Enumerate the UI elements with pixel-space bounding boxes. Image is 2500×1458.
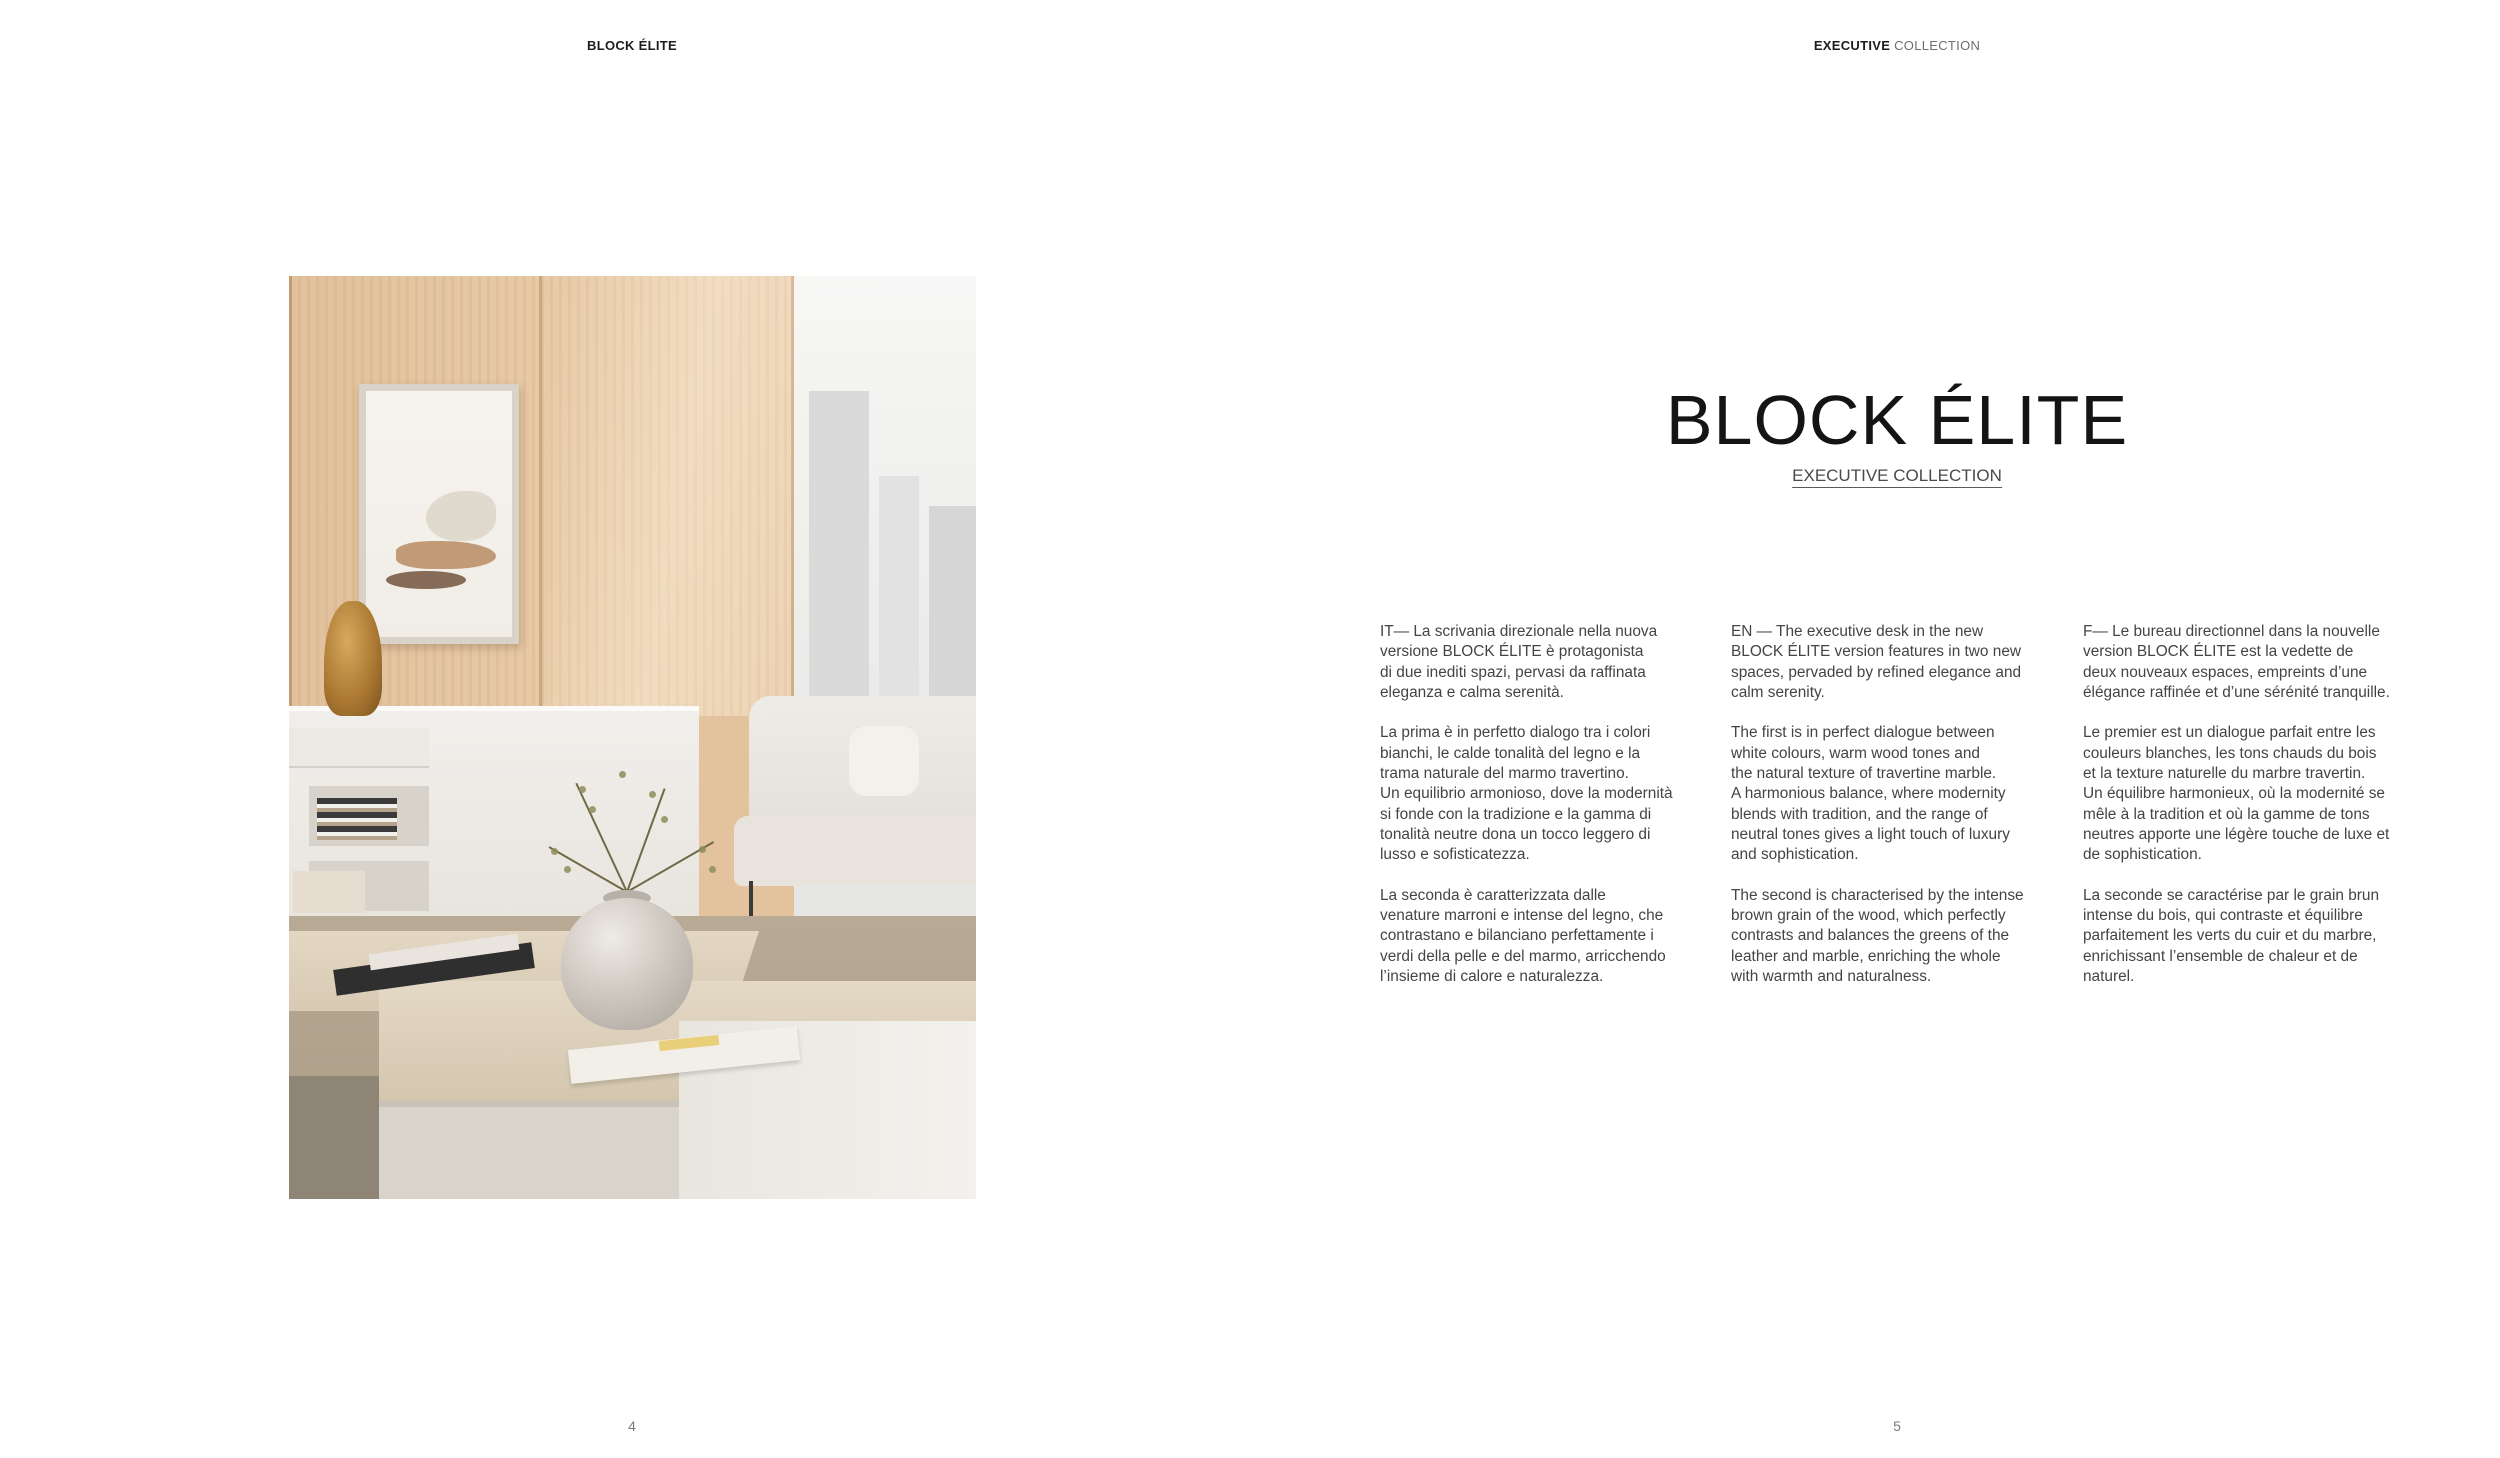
- header-strong: EXECUTIVE: [1813, 38, 1891, 53]
- paragraph: La prima è in perfetto dialogo tra i colori bianchi, le calde tonalità del legno e la trama naturale del marmo travertino. Un equilibrio armonioso, dove la modernità si fonde con la tradizione e la gamma di tonalità neutre dona un tocco leggero di lusso e sofisticatezza.: [1380, 724, 1673, 864]
- sofa-cushion: [849, 726, 919, 796]
- paragraph: EN — The executive desk in the new BLOCK ÉLITE version features in two new spaces, pervaded by refined elegance and calm serenity.: [1731, 623, 2022, 701]
- amber-vase: [324, 601, 382, 716]
- column-english: [1731, 622, 2051, 1008]
- stacked-books: [317, 798, 397, 840]
- paragraph: La seconda è caratterizzata dalle venature marroni e intense del legno, che contrastano e bilanciano perfettamente i verdi della pelle e del marmo, arricchendo l’insieme di calore e naturalezza.: [1380, 886, 1666, 986]
- storage-box: [293, 871, 365, 913]
- page-title: BLOCK ÉLITE: [1665, 381, 2129, 459]
- paragraph: La seconde se caractérise par le grain brun intense du bois, qui contraste et équilibre parfaitement les verts du cuir et du marbre, enrichissant l’ensemble de chaleur et de naturel.: [2083, 886, 2380, 986]
- paragraph: Le premier est un dialogue parfait entre les couleurs blanches, les tons chauds du bois et la texture naturelle du marbre travertin. Un équilibre harmonieux, où la modernité se mêle à la tradition et où la gamme de tons neutres apporte une légère touche de luxe et de sophistication.: [2083, 724, 2390, 864]
- paragraph: F— Le bureau directionnel dans la nouvelle version BLOCK ÉLITE est la vedette de deux nouveaux espaces, empreints d’une élégance raffinée et d’une sérénité tranquille.: [2083, 623, 2390, 701]
- ceramic-vase: [561, 898, 693, 1030]
- right-page-number: 5: [1893, 1418, 1901, 1434]
- right-running-header: [1814, 38, 1980, 53]
- sunbeam: [549, 276, 809, 716]
- wall-art-frame: [359, 384, 519, 644]
- left-running-header: BLOCK ÉLITE: [587, 38, 677, 53]
- coffee-table-shelf: [379, 1101, 679, 1199]
- column-french: [2083, 622, 2413, 1008]
- paragraph: The first is in perfect dialogue between white colours, warm wood tones and the natural texture of travertine marble. A harmonious balance, where modernity blends with tradition, and the range of neutral tones gives a light touch of luxury and sophistication.: [1731, 724, 2010, 864]
- wall-panel-line: [539, 276, 542, 716]
- wall-panel-line: [289, 276, 292, 716]
- sideboard-drawer: [289, 728, 429, 768]
- right-page: [1250, 0, 2500, 1458]
- sofa-seat: [734, 816, 976, 886]
- table-base: [289, 1076, 379, 1199]
- column-italian: [1380, 622, 1700, 1008]
- interior-photo-icon: [289, 276, 976, 1199]
- paragraph: IT— La scrivania direzionale nella nuova versione BLOCK ÉLITE è protagonista di due inediti spazi, pervasi da raffinata eleganza e calma serenità.: [1380, 623, 1658, 701]
- header-light: COLLECTION: [1890, 38, 1981, 53]
- page-subtitle: EXECUTIVE COLLECTION: [1792, 466, 2002, 488]
- paragraph: The second is characterised by the intense brown grain of the wood, which perfectly contrasts and balances the greens of the leather and marble, enriching the whole with warmth and naturalness.: [1731, 886, 2024, 986]
- left-page-number: 4: [628, 1418, 636, 1434]
